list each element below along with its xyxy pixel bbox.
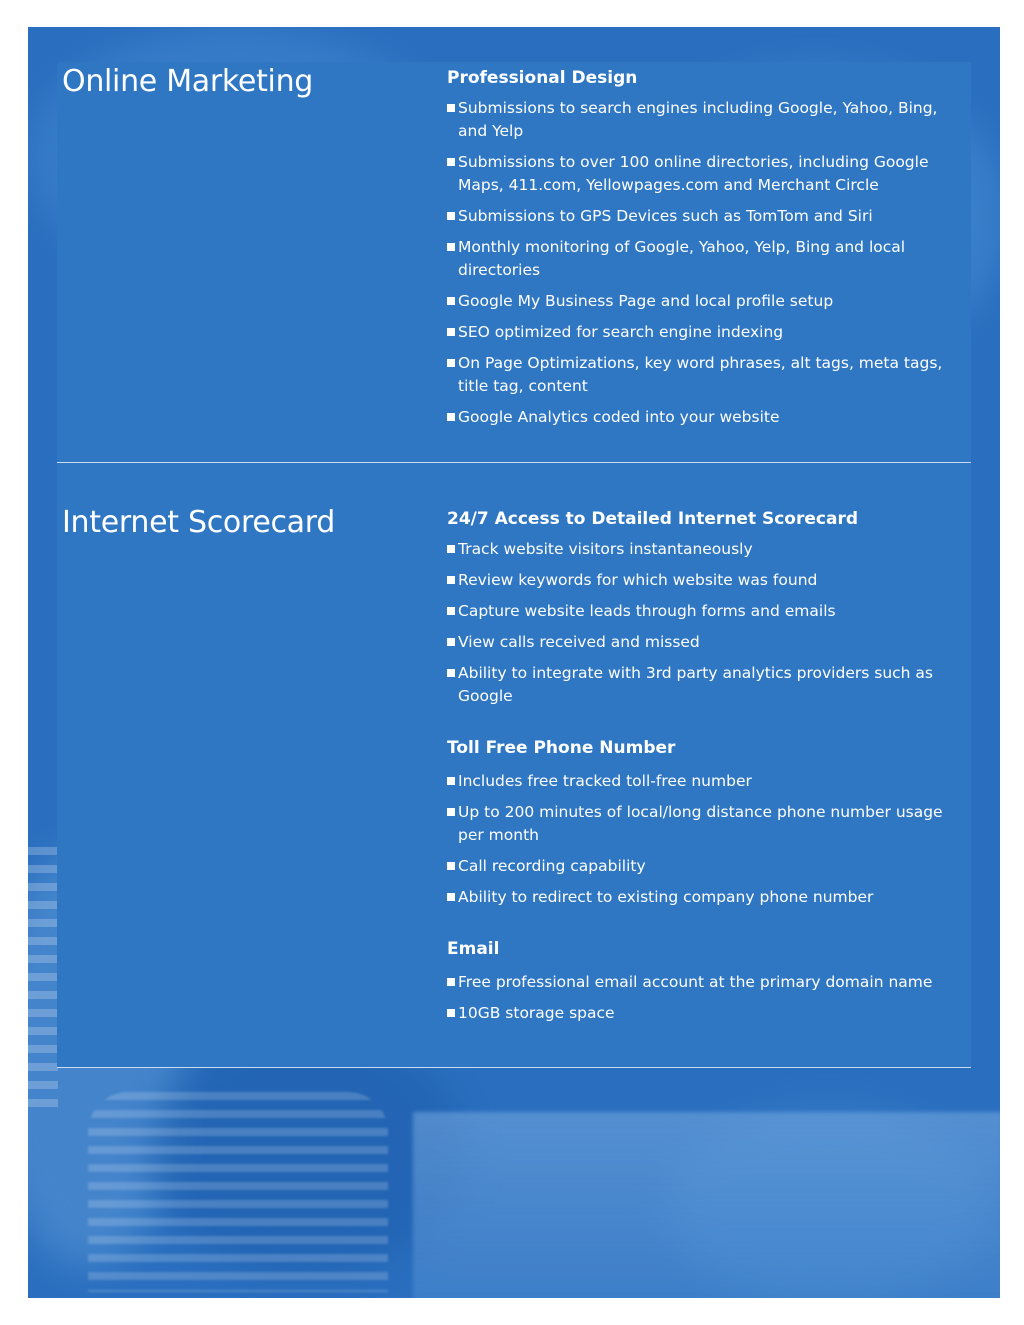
bullet-square-icon [447, 808, 455, 816]
bullet-square-icon [447, 1009, 455, 1017]
section-divider [57, 1067, 971, 1068]
toll-free-list [447, 770, 957, 909]
section-title-online-marketing: Online Marketing [62, 64, 314, 99]
online-marketing-content [447, 68, 957, 437]
bullet-square-icon [447, 607, 455, 615]
list-item: Google My Business Page and local profile setup [447, 290, 957, 313]
section-title-internet-scorecard: Internet Scorecard [62, 505, 336, 540]
bullet-square-icon [447, 638, 455, 646]
list-item: Google Analytics coded into your website [447, 406, 957, 429]
list-item: Ability to redirect to existing company phone number [447, 886, 957, 909]
list-item: Up to 200 minutes of local/long distance phone number usage per month [447, 801, 957, 847]
bullet-square-icon [447, 297, 455, 305]
background-striped-shirt [88, 1092, 388, 1292]
heading-toll-free-phone: Toll Free Phone Number [447, 738, 676, 758]
heading-professional-design: Professional Design [447, 68, 638, 88]
scorecard-list [447, 538, 957, 708]
list-item: Capture website leads through forms and emails [447, 600, 957, 623]
list-item: Submissions to search engines including Google, Yahoo, Bing, and Yelp [447, 97, 957, 143]
heading-email: Email [447, 939, 500, 959]
bullet-square-icon [447, 328, 455, 336]
bullet-square-icon [447, 158, 455, 166]
list-item: View calls received and missed [447, 631, 957, 654]
list-item: Free professional email account at the primary domain name [447, 971, 957, 994]
bullet-square-icon [447, 243, 455, 251]
section-divider [57, 462, 971, 463]
list-item: Ability to integrate with 3rd party analytics providers such as Google [447, 662, 957, 708]
background-striped-sleeve [28, 847, 58, 1107]
internet-scorecard-content [447, 509, 957, 1033]
list-item: Includes free tracked toll-free number [447, 770, 957, 793]
bullet-square-icon [447, 576, 455, 584]
heading-internet-scorecard-access: 24/7 Access to Detailed Internet Scorecard [447, 509, 859, 529]
list-item: Call recording capability [447, 855, 957, 878]
list-item: SEO optimized for search engine indexing [447, 321, 957, 344]
bullet-square-icon [447, 413, 455, 421]
bullet-square-icon [447, 978, 455, 986]
bullet-square-icon [447, 359, 455, 367]
list-item: Submissions to GPS Devices such as TomTom and Siri [447, 205, 957, 228]
list-item: 10GB storage space [447, 1002, 957, 1025]
bullet-square-icon [447, 862, 455, 870]
email-list [447, 971, 957, 1025]
bullet-square-icon [447, 104, 455, 112]
bullet-square-icon [447, 212, 455, 220]
background-desk [413, 1112, 1000, 1298]
bullet-square-icon [447, 669, 455, 677]
list-item: Monthly monitoring of Google, Yahoo, Yelp, Bing and local directories [447, 236, 957, 282]
list-item: Track website visitors instantaneously [447, 538, 957, 561]
list-item: On Page Optimizations, key word phrases, alt tags, meta tags, title tag, content [447, 352, 957, 398]
bullet-square-icon [447, 893, 455, 901]
professional-design-list [447, 97, 957, 429]
list-item: Submissions to over 100 online directories, including Google Maps, 411.com, Yellowpages.com and Merchant Circle [447, 151, 957, 197]
list-item: Review keywords for which website was found [447, 569, 957, 592]
bullet-square-icon [447, 777, 455, 785]
bullet-square-icon [447, 545, 455, 553]
